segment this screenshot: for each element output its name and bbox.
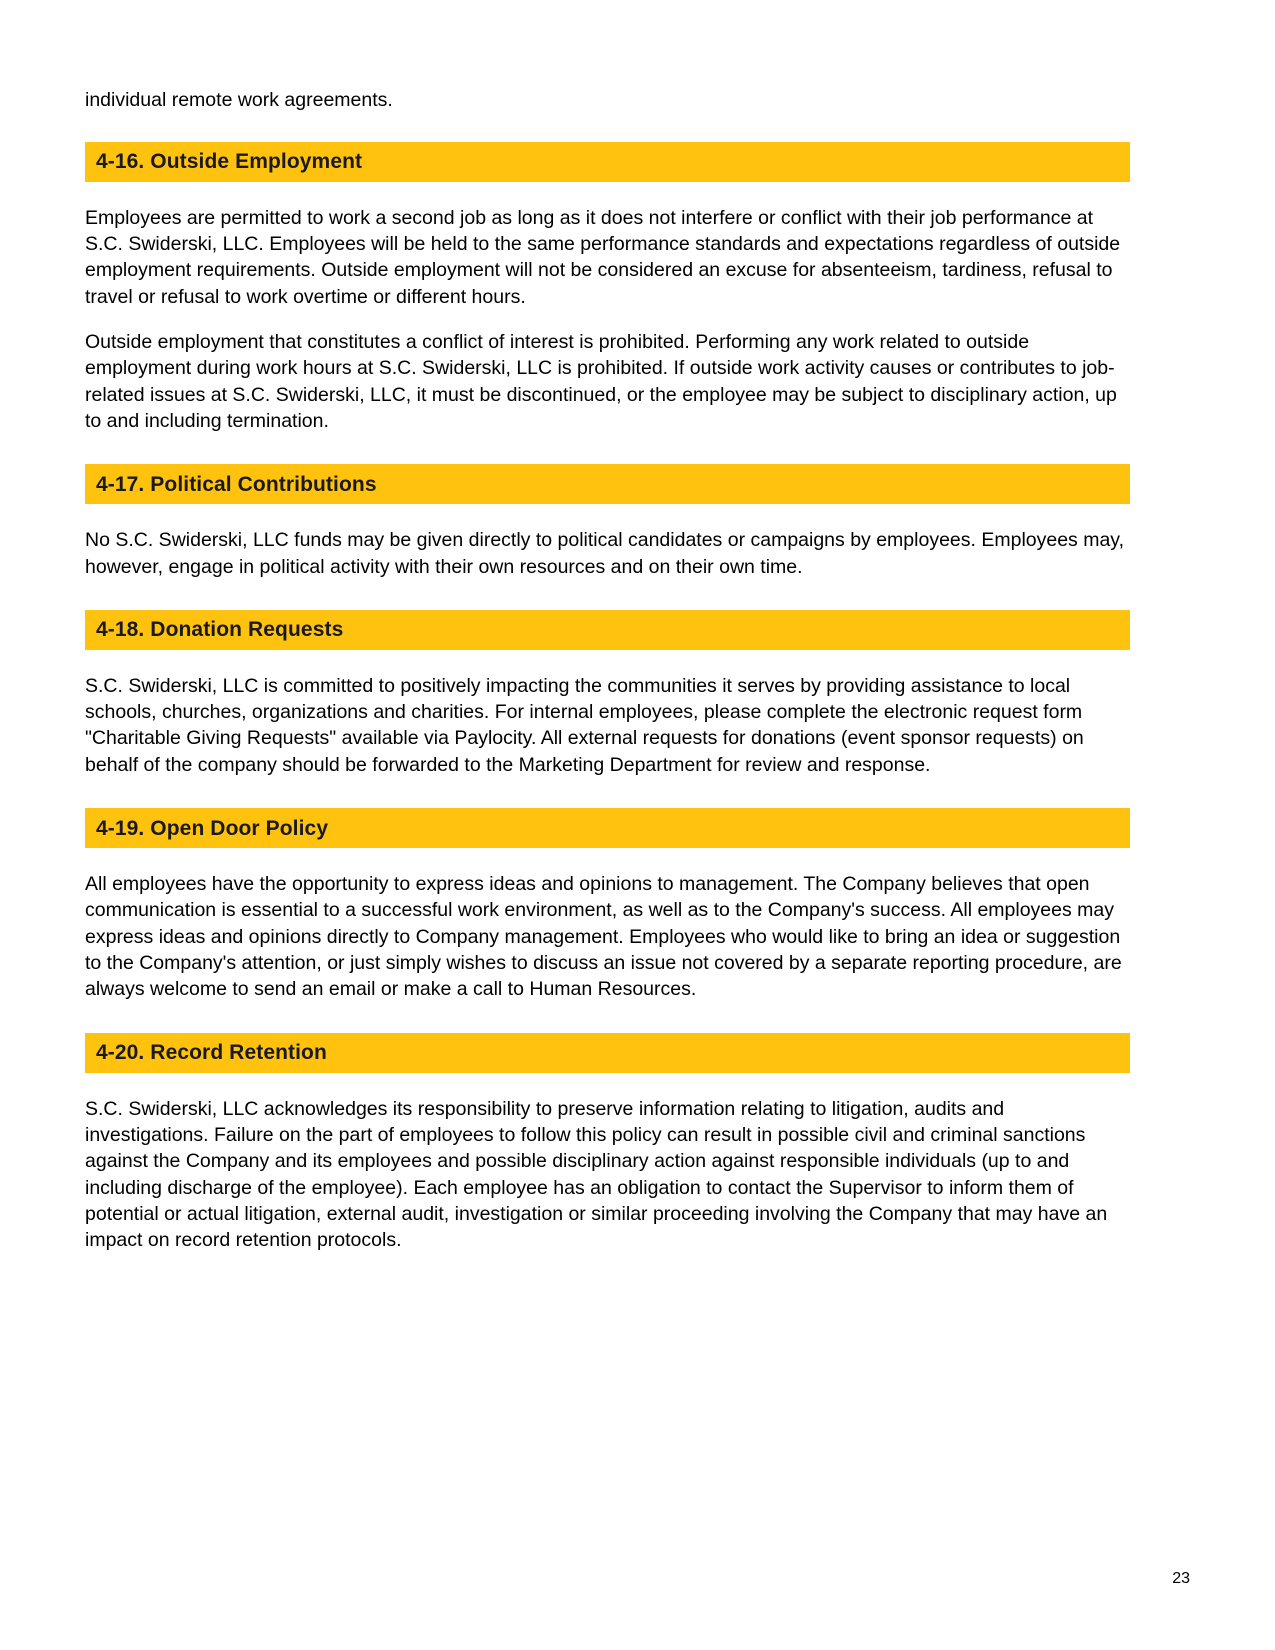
section-heading-banner	[85, 142, 1130, 182]
section-body	[85, 205, 1130, 435]
section-open-door-policy	[85, 808, 1130, 1003]
section-political-contributions	[85, 464, 1130, 580]
page-number: 23	[1172, 1570, 1190, 1587]
section-heading-text: 4-19. Open Door Policy	[96, 816, 329, 840]
section-heading-banner	[85, 610, 1130, 650]
section-heading-banner	[85, 808, 1130, 848]
paragraph: No S.C. Swiderski, LLC funds may be given directly to political candidates or campaigns by employees. Employees may, however, engage in political activity with their own resources and on their own time.	[85, 529, 1125, 578]
section-body	[85, 673, 1130, 778]
section-outside-employment	[85, 142, 1130, 435]
section-body	[85, 871, 1130, 1003]
section-donation-requests	[85, 610, 1130, 778]
section-heading-text: 4-16. Outside Employment	[96, 150, 363, 174]
document-content	[85, 88, 1130, 1284]
section-heading-text: 4-20. Record Retention	[96, 1041, 327, 1065]
section-heading-text: 4-17. Political Contributions	[96, 472, 377, 496]
paragraph: All employees have the opportunity to express ideas and opinions to management. The Company believes that open communication is essential to a successful work environment, as well as to the Company's success. All employees may express ideas and opinions directly to Company management. Employees who would like to bring an idea or suggestion to the Company's attention, or just simply wishes to discuss an issue not covered by a separate reporting procedure, are always welcome to send an email or make a call to Human Resources.	[85, 873, 1122, 1001]
section-heading-text: 4-18. Donation Requests	[96, 618, 344, 642]
paragraph: Employees are permitted to work a second job as long as it does not interfere or conflict with their job performance at S.C. Swiderski, LLC. Employees will be held to the same performance standards and expectations regardless of outside employment requirements. Outside employment will not be considered an excuse for absenteeism, tardiness, refusal to travel or refusal to work overtime or different hours.	[85, 206, 1121, 308]
section-record-retention	[85, 1033, 1130, 1254]
section-heading-banner	[85, 464, 1130, 504]
section-body	[85, 527, 1130, 580]
section-body	[85, 1096, 1130, 1254]
paragraph: S.C. Swiderski, LLC acknowledges its responsibility to preserve information relating to litigation, audits and investigations. Failure on the part of employees to follow this policy can result in possible civil and criminal sanctions against the Company and its employees and possible disciplinary action against responsible individuals (up to and including discharge of the employee). Each employee has an obligation to contact the Supervisor to inform them of potential or actual litigation, external audit, investigation or similar proceeding involving the Company that may have an impact on record retention protocols.	[85, 1097, 1108, 1252]
paragraph: S.C. Swiderski, LLC is committed to positively impacting the communities it serves by providing assistance to local schools, churches, organizations and charities. For internal employees, please complete the electronic request form "Charitable Giving Requests" available via Paylocity. All external requests for donations (event sponsor requests) on behalf of the company should be forwarded to the Marketing Department for review and response.	[85, 674, 1084, 776]
section-heading-banner	[85, 1033, 1130, 1073]
continued-paragraph: individual remote work agreements.	[85, 89, 393, 111]
paragraph: Outside employment that constitutes a conflict of interest is prohibited. Performing any work related to outside employment during work hours at S.C. Swiderski, LLC is prohibited. If outside work activity causes or contributes to job-related issues at S.C. Swiderski, LLC, it must be discontinued, or the employee may be subject to disciplinary action, up to and including termination.	[85, 330, 1117, 432]
